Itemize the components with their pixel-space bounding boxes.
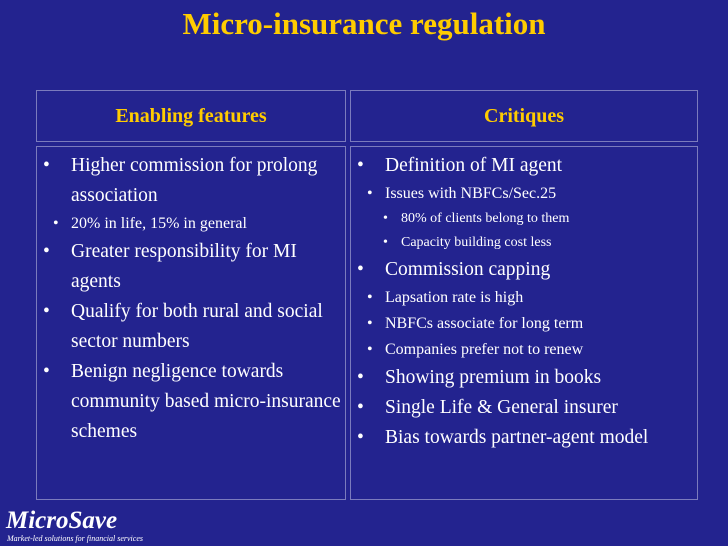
list-item: • Single Life & General insurer [351,393,695,423]
enabling-features-list [37,151,342,447]
list-item: • Greater responsibility for MI agents [37,237,342,297]
logo-tagline: Market-led solutions for financial services [7,534,143,543]
sub-sub-list-item: • Capacity building cost less [351,231,695,255]
sub-sub-list-item: • 80% of clients belong to them [351,207,695,231]
critiques-list [351,151,695,453]
list-item: • Commission capping [351,255,695,285]
critiques-panel [350,146,698,500]
enabling-features-panel [36,146,346,500]
microsave-logo: MicroSave [6,507,118,534]
sub-list-item: • Companies prefer not to renew [351,337,695,363]
critiques-heading: Critiques [484,104,564,127]
list-item: • Benign negligence towards community based micro-insurance schemes [37,357,342,447]
list-item: • Showing premium in books [351,363,695,393]
enabling-features-heading: Enabling features [115,104,267,127]
list-item: • Definition of MI agent [351,151,695,181]
slide-title: Micro-insurance regulation [182,6,546,41]
sub-list-item: • NBFCs associate for long term [351,311,695,337]
list-item: • Higher commission for prolong association [37,151,342,211]
sub-list-item: • Lapsation rate is high [351,285,695,311]
enabling-features-header [36,90,346,142]
list-item: • Bias towards partner-agent model [351,423,695,453]
sub-list-item: • 20% in life, 15% in general [37,211,342,237]
list-item: • Qualify for both rural and social sector numbers [37,297,342,357]
critiques-header [350,90,698,142]
sub-list-item: • Issues with NBFCs/Sec.25 [351,181,695,207]
